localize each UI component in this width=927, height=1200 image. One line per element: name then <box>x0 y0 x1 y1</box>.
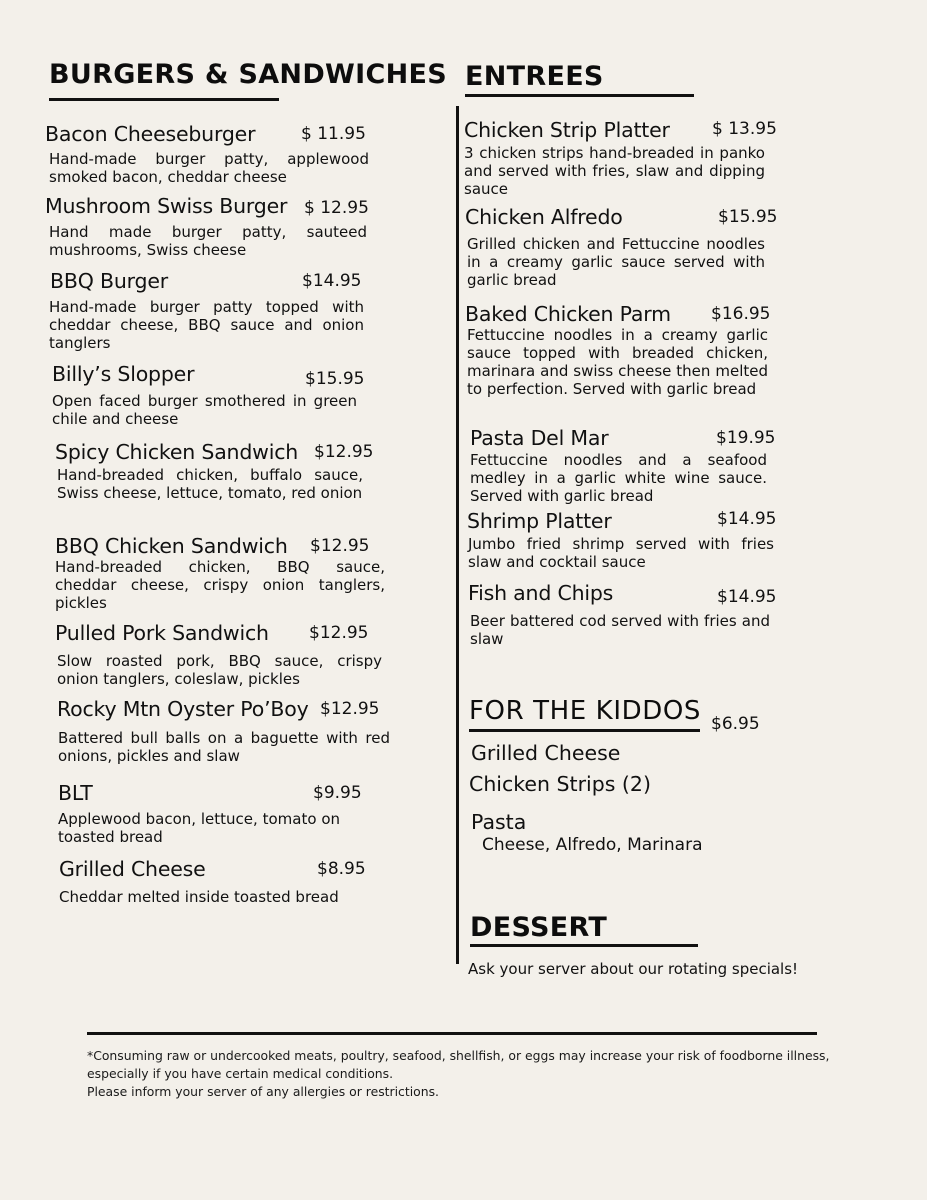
kiddos-item: Chicken Strips (2) <box>469 772 651 796</box>
item-price: $14.95 <box>302 271 362 291</box>
entrees-section-title: ENTREES <box>465 61 604 92</box>
item-description: Battered bull balls on a baguette with red onions, pickles and slaw <box>58 729 390 765</box>
menu-item <box>468 581 788 651</box>
menu-item <box>57 697 397 763</box>
item-description: Hand-breaded chicken, BBQ sauce, cheddar cheese, crispy onion tanglers, pickles <box>55 558 385 612</box>
item-name: Shrimp Platter <box>467 509 612 533</box>
kiddos-section-title: FOR THE KIDDOS <box>469 696 702 726</box>
menu-item <box>45 122 375 188</box>
item-price: $12.95 <box>320 699 380 719</box>
menu-item <box>48 362 378 428</box>
item-price: $ 12.95 <box>304 198 369 218</box>
burgers-title-underline <box>49 98 279 101</box>
item-name: Spicy Chicken Sandwich <box>55 440 299 464</box>
item-price: $19.95 <box>716 428 776 448</box>
footer-divider <box>87 1032 817 1035</box>
item-description: Applewood bacon, lettuce, tomato on toasted bread <box>58 810 340 846</box>
allergy-note: Please inform your server of any allergies or restrictions. <box>87 1084 439 1099</box>
item-name: Fish and Chips <box>468 581 614 605</box>
item-price: $12.95 <box>314 442 374 462</box>
item-price: $16.95 <box>711 304 771 324</box>
item-description: Hand-breaded chicken, buffalo sauce, Swiss cheese, lettuce, tomato, red onion <box>57 466 363 502</box>
item-name: BBQ Chicken Sandwich <box>55 534 288 558</box>
menu-item <box>53 534 393 618</box>
item-description: Cheddar melted inside toasted bread <box>59 888 339 906</box>
item-description: Slow roasted pork, BBQ sauce, crispy onion tanglers, coleslaw, pickles <box>57 652 382 688</box>
item-name: BBQ Burger <box>50 269 168 293</box>
item-description: Fettuccine noodles in a creamy garlic sauce topped with breaded chicken, marinara and swiss cheese then melted to perfection. Served with garlic bread <box>467 326 768 398</box>
menu-item <box>45 269 375 353</box>
item-price: $12.95 <box>309 623 369 643</box>
item-name: Mushroom Swiss Burger <box>45 194 288 218</box>
item-description: Hand-made burger patty topped with cheddar cheese, BBQ sauce and onion tanglers <box>49 298 364 352</box>
kiddos-price: $6.95 <box>711 714 760 734</box>
menu-item <box>57 781 387 847</box>
menu-item <box>53 621 393 687</box>
menu-item <box>45 194 375 260</box>
item-description: Hand-made burger patty, applewood smoked bacon, cheddar cheese <box>49 150 369 186</box>
menu-item <box>57 857 387 907</box>
menu-item <box>465 205 785 289</box>
dessert-title-underline <box>470 944 698 947</box>
item-name: Chicken Alfredo <box>465 205 623 229</box>
menu-item <box>53 440 383 524</box>
item-price: $8.95 <box>317 859 366 879</box>
item-description: 3 chicken strips hand-breaded in panko and served with fries, slaw and dipping sauce <box>464 144 765 198</box>
item-description: Jumbo fried shrimp served with fries slaw and cocktail sauce <box>468 535 774 571</box>
item-description: Hand made burger patty, sauteed mushrooms, Swiss cheese <box>49 223 367 259</box>
dessert-section-title: DESSERT <box>470 912 608 943</box>
item-price: $14.95 <box>717 509 777 529</box>
menu-item <box>467 509 787 575</box>
item-price: $12.95 <box>310 536 370 556</box>
disclaimer-line: *Consuming raw or undercooked meats, poultry, seafood, shellfish, or eggs may increase your risk of foodborne illness, <box>87 1048 830 1063</box>
kiddos-title-underline <box>469 729 700 732</box>
item-name: Pulled Pork Sandwich <box>55 621 269 645</box>
item-name: Baked Chicken Parm <box>465 302 671 326</box>
column-divider <box>456 106 459 964</box>
item-name: Bacon Cheeseburger <box>45 122 256 146</box>
item-description: Grilled chicken and Fettuccine noodles in a creamy garlic sauce served with garlic bread <box>467 235 765 289</box>
item-price: $9.95 <box>313 783 362 803</box>
item-name: Grilled Cheese <box>59 857 206 881</box>
item-price: $15.95 <box>718 207 778 227</box>
item-name: BLT <box>58 781 93 805</box>
item-name: Pasta Del Mar <box>470 426 609 450</box>
kiddos-item: Grilled Cheese <box>471 741 621 765</box>
item-price: $15.95 <box>305 369 365 389</box>
item-description: Open faced burger smothered in green chile and cheese <box>52 392 357 428</box>
entrees-title-underline <box>465 94 694 97</box>
item-name: Billy’s Slopper <box>52 362 195 386</box>
menu-item <box>470 426 790 510</box>
item-description: Beer battered cod served with fries and slaw <box>470 612 770 648</box>
dessert-text: Ask your server about our rotating specials! <box>468 960 799 978</box>
item-price: $14.95 <box>717 587 777 607</box>
disclaimer-line: especially if you have certain medical conditions. <box>87 1066 394 1081</box>
item-description: Fettuccine noodles and a seafood medley in a garlic white wine sauce. Served with garlic bread <box>470 451 767 505</box>
footer-disclaimer <box>87 1047 847 1101</box>
menu-item <box>464 118 784 202</box>
kiddos-item: Pasta <box>471 810 527 834</box>
item-price: $ 13.95 <box>712 119 777 139</box>
item-name: Rocky Mtn Oyster Po’Boy <box>57 697 309 721</box>
menu-item <box>465 302 785 420</box>
burgers-section-title: BURGERS & SANDWICHES <box>49 59 447 90</box>
kiddos-pasta-options: Cheese, Alfredo, Marinara <box>482 835 703 855</box>
item-price: $ 11.95 <box>301 124 366 144</box>
item-name: Chicken Strip Platter <box>464 118 670 142</box>
